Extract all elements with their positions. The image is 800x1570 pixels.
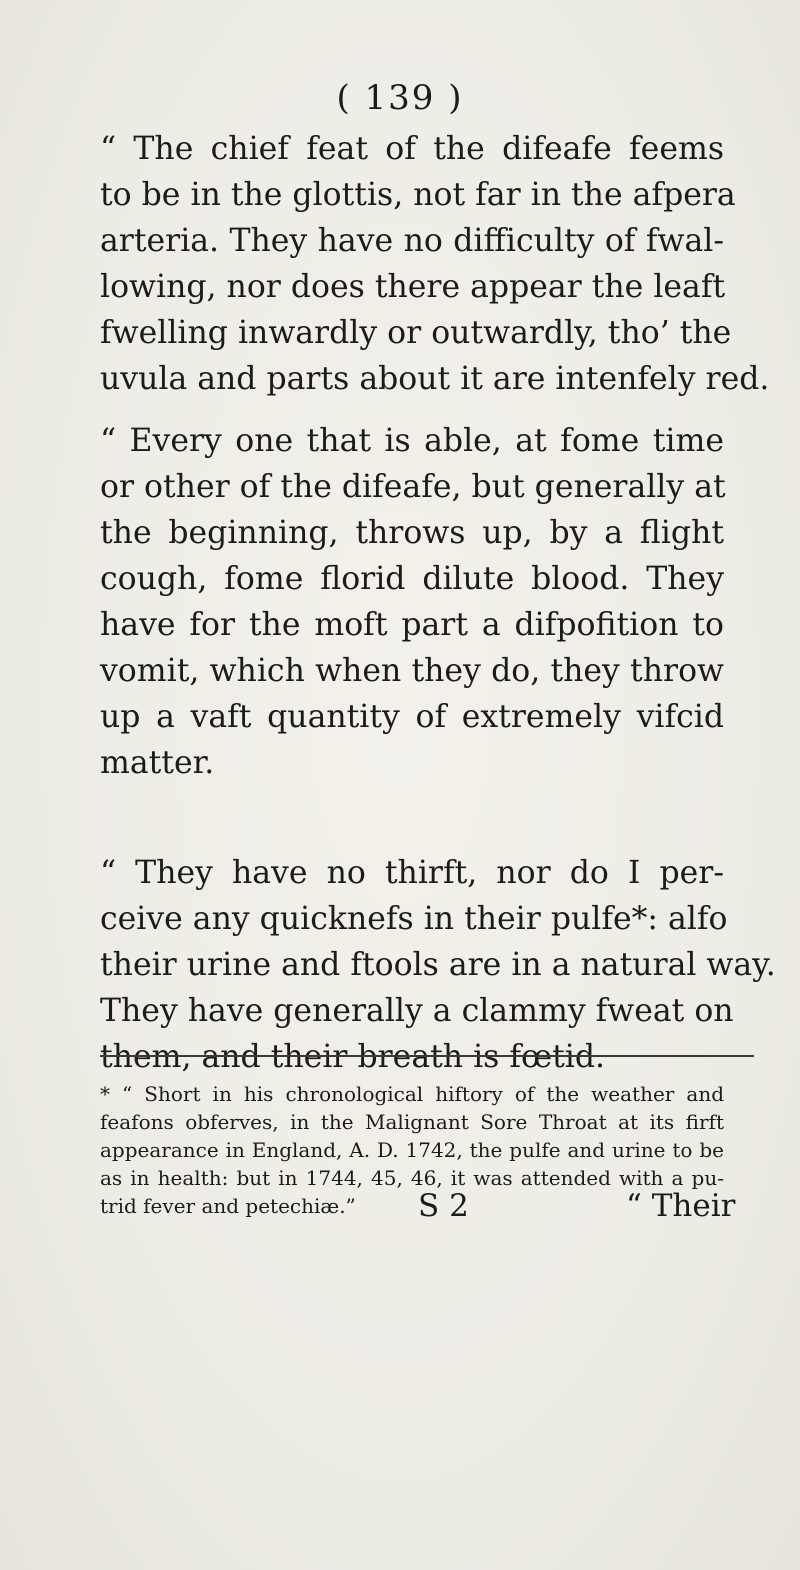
text-line: “ The chief feat of the difeafe feems xyxy=(100,131,724,167)
text-line: ceive any quicknefs in their pulfe*: alfo xyxy=(100,901,728,937)
paragraph-2 xyxy=(100,418,724,786)
text-line: uvula and parts about it are intenfely red. xyxy=(100,361,770,397)
footnote-line: trid fever and petechiæ.” xyxy=(100,1194,356,1218)
text-line: matter. xyxy=(100,745,215,781)
text-line: lowing, nor does there appear the leaft xyxy=(100,269,726,305)
text-line: up a vaft quantity of extremely vifcid xyxy=(100,699,724,735)
text-line: to be in the glottis, not far in the afpera xyxy=(100,177,736,213)
footnote-line: feafons obferves, in the Malignant Sore Throat at its firft xyxy=(100,1110,724,1134)
text-line: them, and their breath is fœtid. xyxy=(100,1039,606,1075)
footnote-divider xyxy=(100,1055,754,1057)
text-line: arteria. They have no difficulty of fwal- xyxy=(100,223,724,259)
text-line: have for the moft part a difpofition to xyxy=(100,607,724,643)
text-line: the beginning, throws up, by a flight xyxy=(100,515,724,551)
footnote-line: appearance in England, A. D. 1742, the pulfe and urine to be xyxy=(100,1138,724,1162)
page-number-header: ( 139 ) xyxy=(336,78,464,118)
paragraph-3 xyxy=(100,850,776,1080)
text-line: fwelling inwardly or outwardly, tho’ the xyxy=(100,315,732,351)
text-line: “ Every one that is able, at fome time xyxy=(100,423,724,459)
paragraph-1 xyxy=(100,126,770,402)
text-line: cough, fome florid dilute blood. They xyxy=(100,561,724,597)
text-line: They have generally a clammy fweat on xyxy=(100,993,734,1029)
footnote-line: * “ Short in his chronological hiftory of the weather and xyxy=(100,1082,724,1106)
text-line: vomit, which when they do, they throw xyxy=(100,653,724,689)
footnote-line: as in health: but in 1744, 45, 46, it was attended with a pu- xyxy=(100,1166,724,1190)
text-line: or other of the difeafe, but generally at xyxy=(100,469,726,505)
catchword: “ Their xyxy=(626,1188,736,1224)
signature-mark: S 2 xyxy=(418,1188,469,1224)
text-line: their urine and ftools are in a natural way. xyxy=(100,947,776,983)
text-line: “ They have no thirft, nor do I per- xyxy=(100,855,724,891)
